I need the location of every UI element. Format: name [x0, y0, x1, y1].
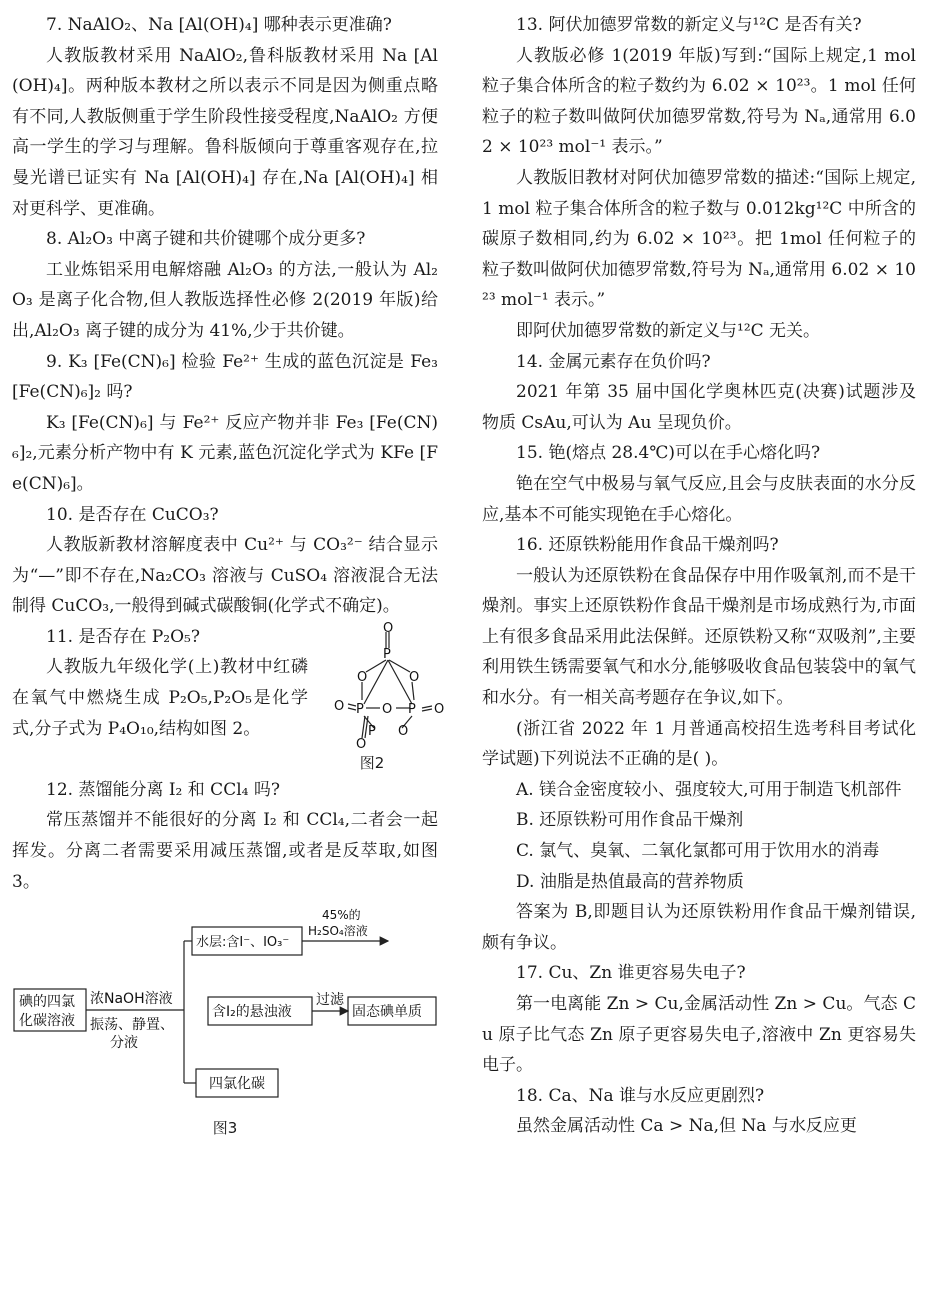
q12-body: 常压蒸馏并不能很好的分离 I₂ 和 CCl₄,二者会一起挥发。分离二者需要采用减压蒸馏,或者是反萃取,如图 3。 — [12, 810, 438, 892]
p4o10-structure-figure — [312, 622, 452, 750]
q16-body: 一般认为还原铁粉在食品保存中用作吸氧剂,而不是干燥剂。事实上还原铁粉作食品干燥剂是市场成熟行为,市面上有很多食品采用此法保鲜。还原铁粉又称“双吸剂”,主要利用铁生锈需要氧气和水分,能够吸收食品包装袋中的氧气和水分。有一相关高考题存在争议,如下。 — [482, 565, 916, 709]
q17-heading: 17. Cu、Zn 谁更容易失电子? — [516, 963, 746, 984]
q16-answer: 答案为 B,即题目认为还原铁粉用作食品干燥剂错误,颇有争议。 — [482, 902, 916, 953]
start-node-line2: 化碳溶液 — [19, 1013, 75, 1030]
figure-2-caption: 图2 — [359, 753, 385, 772]
q11-body: 人教版九年级化学(上)教材中红磷在氧气中燃烧生成 P₂O₅,P₂O₅是化学式,分子式为 P₄O₁₀,结构如图 2。 — [12, 657, 308, 739]
atom-o-right: O — [434, 701, 445, 717]
atom-p-bottom: P — [368, 723, 376, 739]
reagent-label: 浓NaOH溶液 — [90, 991, 173, 1008]
q16-heading: 16. 还原铁粉能用作食品干燥剂吗? — [516, 535, 779, 556]
q8-heading: 8. Al₂O₃ 中离子键和共价键哪个成分更多? — [46, 229, 366, 250]
atom-o-bridge-right: O — [409, 669, 420, 685]
q7-heading: 7. NaAlO₂、Na [Al(OH)₄] 哪种表示更准确? — [46, 15, 392, 35]
atom-p-right: P — [408, 701, 416, 717]
option-b: B. 还原铁粉可用作食品干燥剂 — [516, 810, 744, 831]
filter-label: 过滤 — [316, 992, 344, 1009]
acid-label-line2: H₂SO₄溶液 — [308, 924, 368, 939]
q11-text — [12, 622, 308, 744]
start-node-line1: 碘的四氯 — [19, 994, 75, 1011]
q18-body: 虽然金属活动性 Ca > Na,但 Na 与水反应更 — [516, 1116, 857, 1137]
atom-o-bridge-bottom: O — [398, 723, 409, 739]
q16-exam-question: (浙江省 2022 年 1 月普通高校招生选考科目考试化学试题)下列说法不正确的是( )。 — [482, 718, 916, 770]
q13-heading: 13. 阿伏加德罗常数的新定义与¹²C 是否有关? — [516, 15, 862, 35]
suspension-label: 含I₂的悬浊液 — [212, 1004, 292, 1021]
q17-body: 第一电离能 Zn > Cu,金属活动性 Zn > Cu。气态 Cu 原子比气态 Zn 原子更容易失电子,溶液中 Zn 更容易失电子。 — [482, 994, 916, 1076]
q10-heading: 10. 是否存在 CuCO₃? — [46, 504, 219, 525]
figure-3-caption: 图3 — [212, 1119, 238, 1138]
q18-heading: 18. Ca、Na 谁与水反应更剧烈? — [516, 1085, 765, 1106]
q15-heading: 15. 铯(熔点 28.4℃)可以在手心熔化吗? — [516, 443, 821, 464]
q8-body: 工业炼铝采用电解熔融 Al₂O₃ 的方法,一般认为 Al₂O₃ 是离子化合物,但人教版选择性必修 2(2019 年版)给出,Al₂O₃ 离子键的成分为 41%,少于共价键。 — [12, 259, 438, 341]
right-column — [482, 10, 916, 1142]
operation-label-line1: 振荡、静置、 — [90, 1017, 174, 1034]
left-column — [12, 10, 445, 1138]
q11-heading: 11. 是否存在 P₂O₅? — [46, 626, 200, 647]
option-a: A. 镁合金密度较小、强度较大,可用于制造飞机部件 — [516, 779, 902, 800]
option-d: D. 油脂是热值最高的营养物质 — [516, 871, 744, 892]
atom-o-left: O — [334, 698, 345, 714]
operation-label-line2: 分液 — [110, 1035, 138, 1052]
atom-o-bridge-left: O — [357, 669, 368, 685]
q13-paragraph-2: 人教版旧教材对阿伏加德罗常数的描述:“国际上规定,1 mol 粒子集合体所含的粒子数与 0.012kg¹²C 中所含的碳原子数相同,约为 6.02 × 10²³。把 1mol 任何粒子的粒子数叫做阿伏加德罗常数,符号为 Nₐ,通常用 6.02 × 10²³ mol⁻¹ 表示。” — [482, 167, 916, 311]
q9-body: K₃ [Fe(CN)₆] 与 Fe²⁺ 反应产物并非 Fe₃ [Fe(CN)₆]₂,元素分析产物中有 K 元素,蓝色沉淀化学式为 KFe [Fe(CN)₆]。 — [12, 412, 438, 494]
water-layer-label: 水层:含I⁻、IO₃⁻ — [196, 935, 290, 951]
atom-p-top: P — [383, 646, 391, 662]
atom-o-bottom: O — [356, 736, 367, 750]
q15-body: 铯在空气中极易与氧气反应,且会与皮肤表面的水分反应,基本不可能实现铯在手心熔化。 — [482, 473, 916, 525]
q10-body: 人教版新教材溶解度表中 Cu²⁺ 与 CO₃²⁻ 结合显示为“—”即不存在,Na₂CO₃ 溶液与 CuSO₄ 溶液混合无法制得 CuCO₃,一般得到碱式碳酸铜(化学式不确定)。 — [12, 535, 438, 617]
q13-paragraph-1: 人教版必修 1(2019 年版)写到:“国际上规定,1 mol 粒子集合体所含的粒子数约为 6.02 × 10²³。1 mol 任何粒子的粒子数叫做阿伏加德罗常数,符号为 Nₐ,通常用 6.02 × 10²³ mol⁻¹ 表示。” — [482, 45, 916, 158]
q13-paragraph-3: 即阿伏加德罗常数的新定义与¹²C 无关。 — [516, 320, 821, 341]
atom-o-middle: O — [382, 701, 393, 717]
q11-section — [12, 621, 445, 775]
iodine-separation-flowchart — [12, 905, 438, 1115]
atom-p-left: P — [356, 701, 364, 717]
solid-iodine-label: 固态碘单质 — [352, 1004, 422, 1021]
ccl4-label: 四氯化碳 — [209, 1076, 265, 1093]
q7-body: 人教版教材采用 NaAlO₂,鲁科版教材采用 Na [Al(OH)₄]。两种版本教材之所以表示不同是因为侧重点略有不同,人教版侧重于学生阶段性接受程度,NaAlO₂ 方便高一学生的学习与理解。鲁科版倾向于尊重客观存在,拉曼光谱已证实有 Na [Al(OH)₄] 存在,Na [Al(OH)₄] 相对更科学、更准确。 — [12, 45, 438, 219]
q12-heading: 12. 蒸馏能分离 I₂ 和 CCl₄ 吗? — [46, 779, 280, 800]
q9-heading: 9. K₃ [Fe(CN)₆] 检验 Fe²⁺ 生成的蓝色沉淀是 Fe₃ [Fe(CN)₆]₂ 吗? — [12, 351, 438, 403]
option-c: C. 氯气、臭氧、二氧化氯都可用于饮用水的消毒 — [516, 841, 880, 862]
acid-label-line1: 45%的 — [322, 908, 361, 923]
q14-body: 2021 年第 35 届中国化学奥林匹克(决赛)试题涉及物质 CsAu,可认为 Au 呈现负价。 — [482, 382, 916, 433]
atom-o-top: O — [383, 621, 394, 636]
q14-heading: 14. 金属元素存在负价吗? — [516, 351, 711, 372]
